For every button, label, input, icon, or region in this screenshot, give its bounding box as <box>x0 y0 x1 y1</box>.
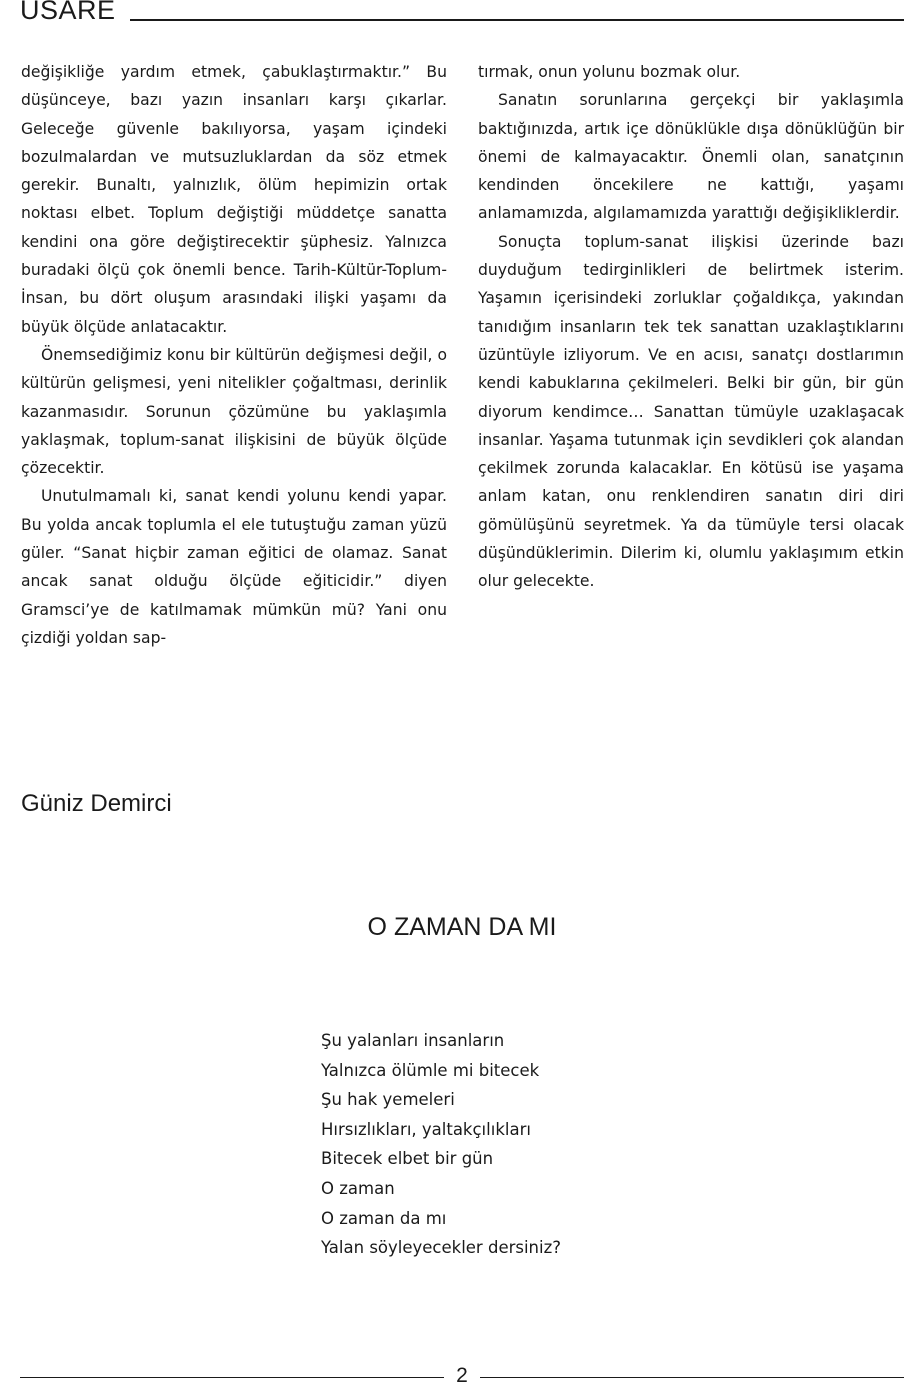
article-paragraph: değişikliğe yardım etmek, çabuklaştırmaktır.” Bu düşünceye, bazı yazın insanları karşı çıkarlar. Geleceğe güvenle bakılıyorsa, yaşam içindeki bozulmalardan ve mutsuzluklardan da söz etmek gerekir. Bunaltı, yalnızlık, ölüm hepimizin ortak noktası elbet. Toplum değiştiği müddetçe sanatta kendini ona göre değiştirecektir şüphesiz. Yalnızca buradaki ölçü çok önemli bence. Tarih-Kültür-Toplum-İnsan, bu dört oluşum arasındaki ilişki yaşamı da büyük ölçüde anlatacaktır. <box>21 63 447 336</box>
poem-author: Güniz Demirci <box>21 790 172 817</box>
poem-line: Bitecek elbet bir gün <box>321 1149 494 1169</box>
page-header <box>20 0 904 26</box>
article-paragraph: Sonuçta toplum-sanat ilişkisi üzerinde bazı duyduğum tedirginlikleri de belirtmek isterim. Yaşamın içerisindeki zorluklar çoğaldıkça, yakından tanıdığım insanların tek tek sanattan uzaklaştıklarını üzüntüyle izliyorum. Ve en acısı, sanatçı dostlarımın kendi kabuklarına çekilmeleri. Belki bir gün, bir gün diyorum kendimce… Sanattan tümüyle uzaklaşacak insanlar. Yaşama tutunmak için sevdikleri çok alandan çekilmek zorunda kalacaklar. En kötüsü ise yaşama anlam katan, onu renklendiren sanatın diri diri gömülüşünü seyretmek. Ya da tümüyle tersi olacak düşündüklerimin. Dilerim ki, olumlu yaklaşımım etkin olur gelecekte. <box>478 232 904 591</box>
article-paragraph: Önemsediğimiz konu bir kültürün değişmesi değil, o kültürün gelişmesi, yeni nitelikler çoğaltması, derinlik kazanmasıdır. Sorunun çözümüne bu yaklaşımla yaklaşmak, toplum-sanat ilişkisini de büyük ölçüde çözecektir. <box>21 345 447 478</box>
article-paragraph: Unutulmamalı ki, sanat kendi yolunu kendi yapar. Bu yolda ancak toplumla el ele tutuştuğu zaman yüzü güler. “Sanat hiçbir zaman eğitici de olamaz. Sanat ancak sanat olduğu ölçüde eğiticidir.” diyen Gramsci’ye de katılmamak mümkün mü? Yani onu çizdiği yoldan sap- <box>21 487 447 647</box>
article-left-column <box>21 58 447 652</box>
footer-rule-right <box>480 1377 904 1378</box>
article-paragraph: tırmak, onun yolunu bozmak olur. <box>478 63 741 81</box>
poem-title: O ZAMAN DA MI <box>367 913 557 941</box>
article-right-column <box>478 58 904 596</box>
magazine-title: USARE <box>20 0 116 25</box>
header-rule <box>130 19 904 21</box>
poem-line: Şu yalanları insanların <box>321 1031 505 1050</box>
poem-line: Yalan söyleyecekler dersiniz? <box>321 1238 562 1258</box>
poem-line: Şu hak yemeleri <box>321 1090 455 1110</box>
article-paragraph: Sanatın sorunlarına gerçekçi bir yaklaşımla baktığınızda, artık içe dönüklükle dışa dönüklüğün bir önemi de kalmayacaktır. Önemli olan, sanatçının kendinden öncekilere ne kattığı, yaşamı anlamamızda, algılamamızda yarattığı değişikliklerdir. <box>478 91 904 223</box>
poem-body <box>321 1026 561 1263</box>
poem-line: Hırsızlıkları, yaltakçılıkları <box>321 1119 531 1139</box>
poem-line: Yalnızca ölümle mi bitecek <box>321 1060 540 1080</box>
poem-line: O zaman <box>321 1178 395 1198</box>
footer-rule-left <box>20 1377 444 1378</box>
poem-line: O zaman da mı <box>321 1208 447 1228</box>
page-number: 2 <box>456 1364 468 1387</box>
